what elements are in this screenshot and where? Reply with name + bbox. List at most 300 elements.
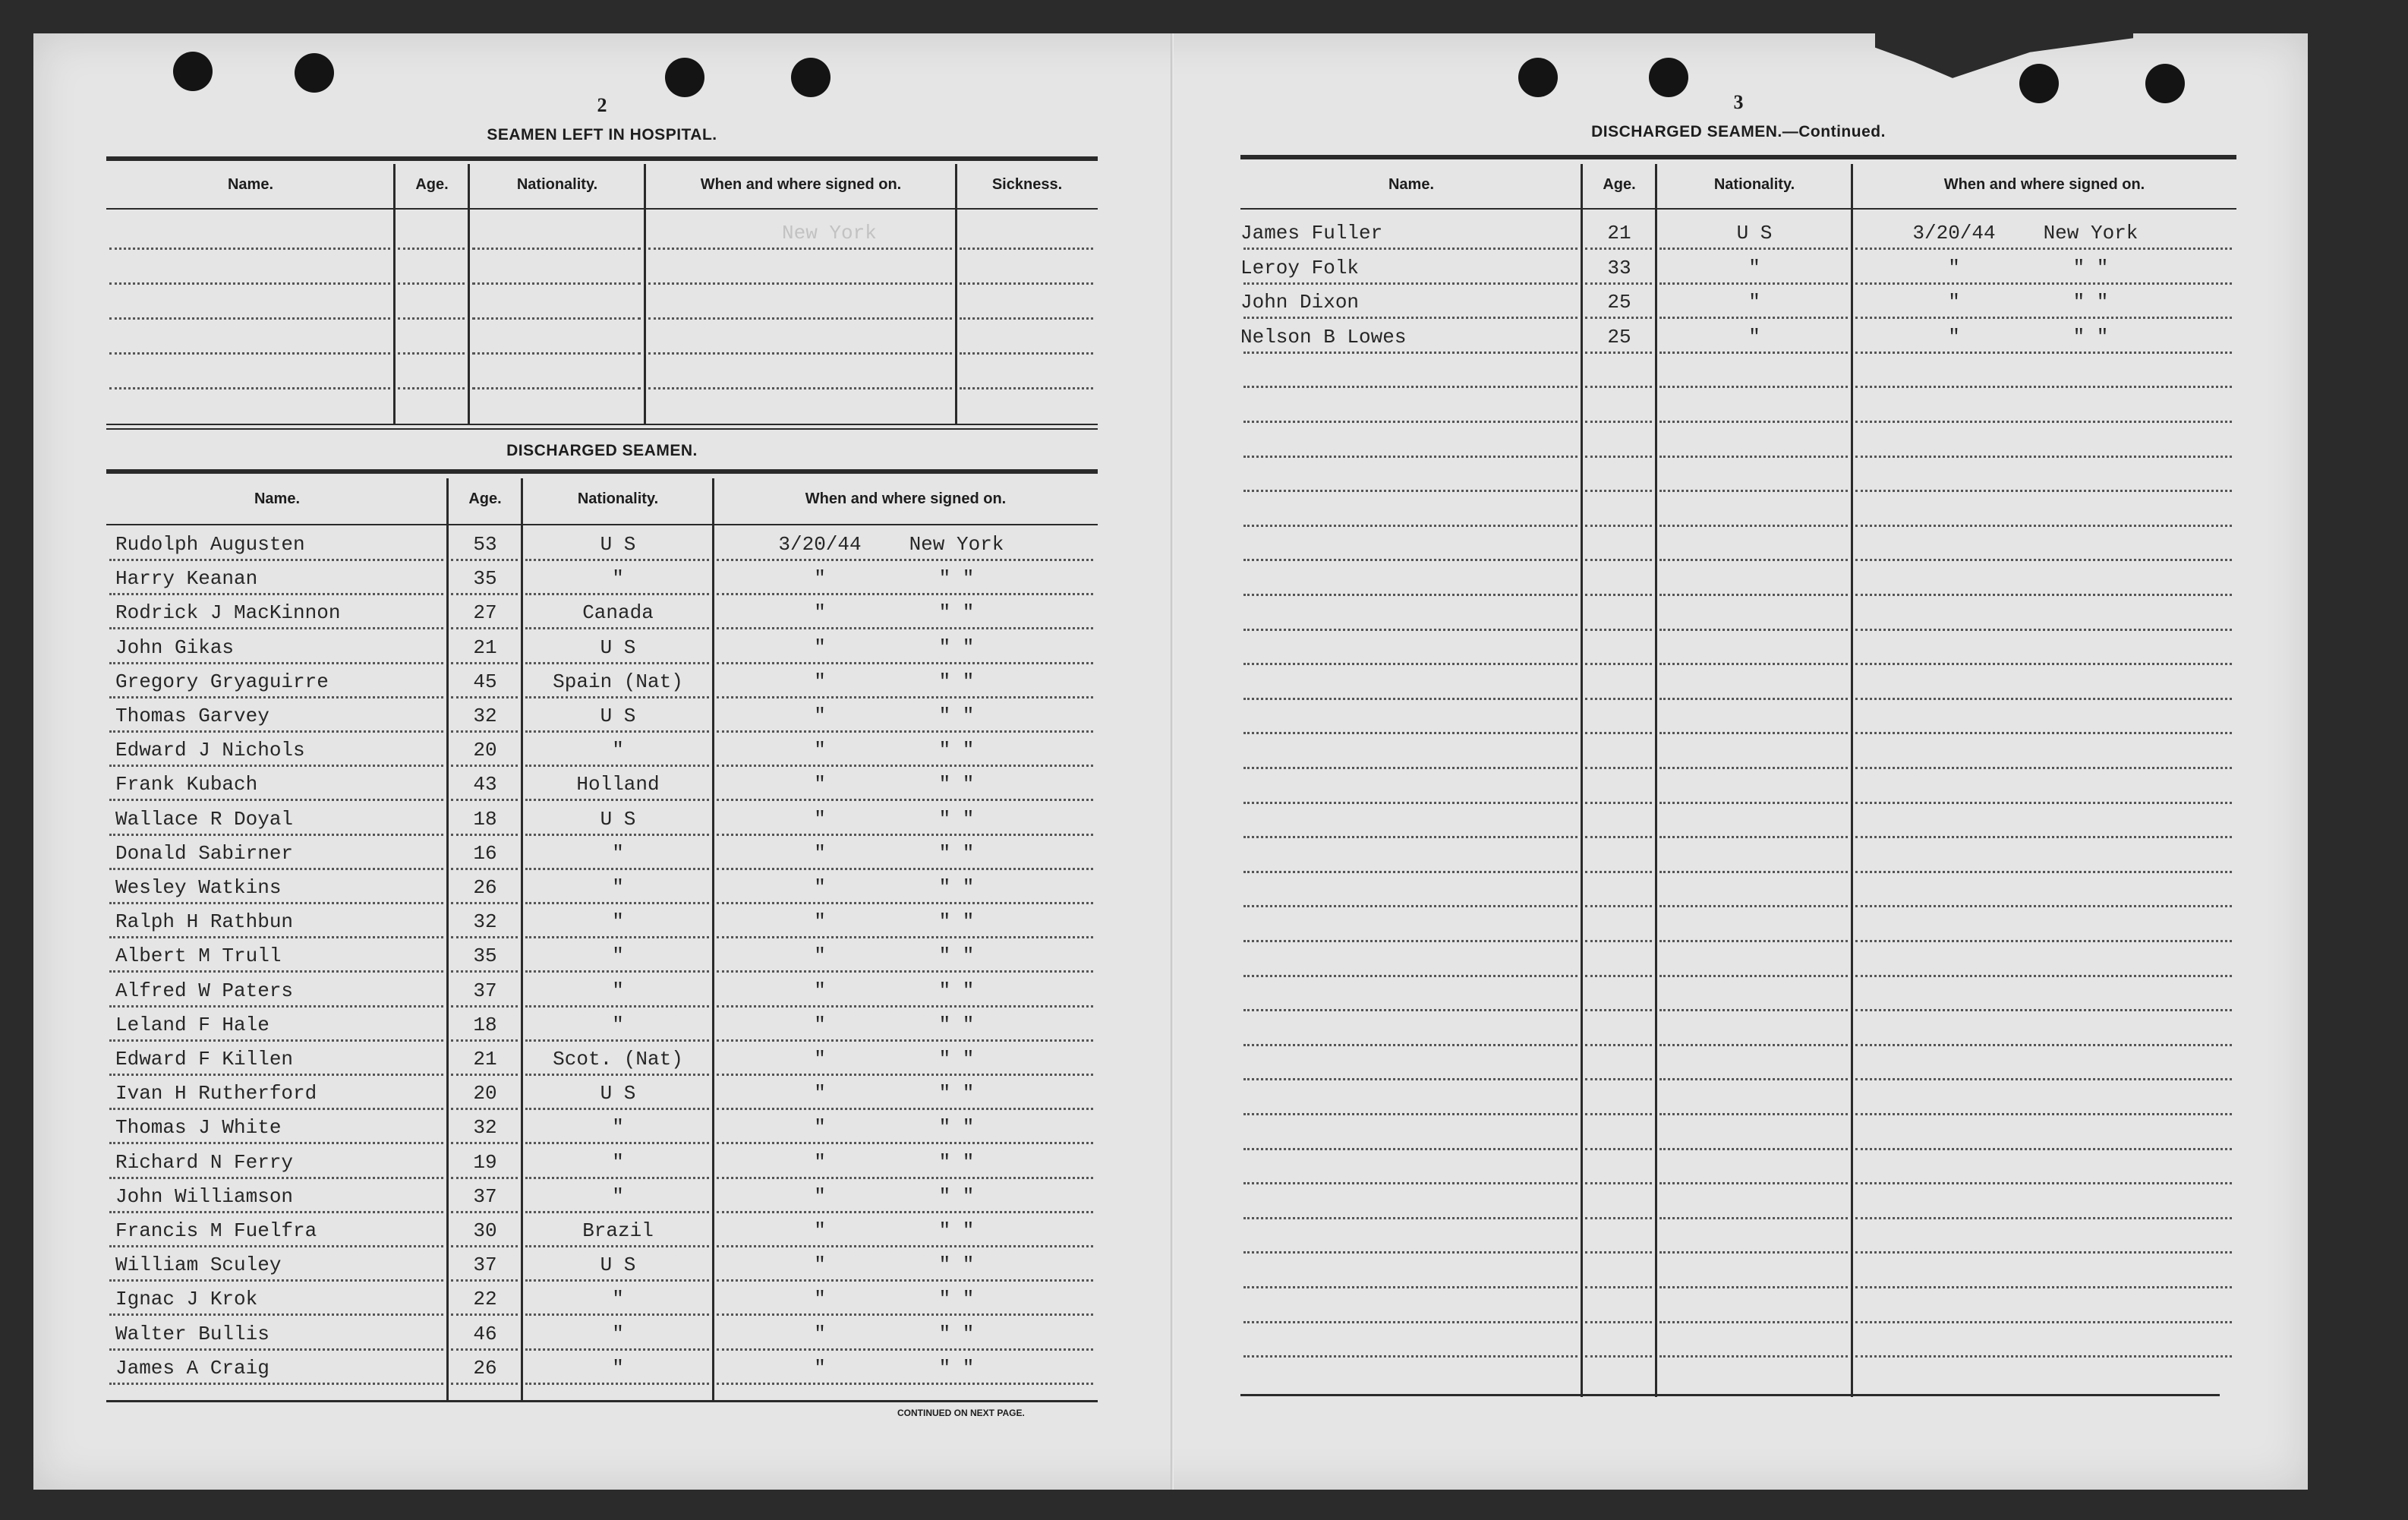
cell-name: Alfred W Paters — [115, 979, 294, 1002]
row-guide-line — [525, 1383, 709, 1385]
row-guide-line — [717, 696, 1093, 699]
cell-name: Nelson B Lowes — [1240, 325, 1407, 348]
row-guide-line — [1243, 1044, 1577, 1046]
row-guide-line — [1855, 317, 2232, 319]
row-guide-line — [1243, 248, 1577, 250]
row-guide-line — [1659, 871, 1848, 873]
row-guide-line — [717, 1039, 1093, 1042]
cell-name: Walter Bullis — [115, 1322, 269, 1345]
cell-nationality: " — [612, 841, 624, 865]
cell-age: 30 — [473, 1219, 497, 1242]
cell-name: James Fuller — [1240, 222, 1383, 244]
row-guide-line — [1243, 594, 1577, 596]
column-header: Nationality. — [1713, 176, 1795, 193]
row-guide-line — [398, 317, 465, 320]
row-guide-line — [1243, 352, 1577, 354]
row-guide-line — [1659, 248, 1848, 250]
table-bottom-rule — [106, 428, 1098, 430]
row-guide-line — [1855, 802, 2232, 804]
cell-age: 19 — [473, 1150, 497, 1174]
column-header: Age. — [468, 490, 502, 507]
row-guide-line — [451, 936, 518, 938]
row-guide-line — [525, 868, 709, 870]
row-guide-line — [717, 765, 1093, 767]
row-guide-line — [717, 1108, 1093, 1110]
row-guide-line — [717, 936, 1093, 938]
cell-place: " " — [938, 739, 975, 762]
cell-age: 43 — [473, 773, 497, 796]
cell-place: " " — [938, 1219, 975, 1242]
row-guide-line — [525, 593, 709, 595]
row-guide-line — [451, 1108, 518, 1110]
row-guide-line — [1659, 1113, 1848, 1115]
row-guide-line — [1659, 698, 1848, 700]
cell-place: " " — [938, 635, 975, 659]
row-guide-line — [717, 1177, 1093, 1179]
row-guide-line — [717, 970, 1093, 973]
cell-name: Edward J Nichols — [115, 739, 305, 762]
row-guide-line — [109, 282, 390, 285]
row-guide-line — [717, 1383, 1093, 1385]
cell-date: " — [814, 635, 826, 659]
row-guide-line — [717, 730, 1093, 733]
cell-date: " — [1948, 256, 1960, 279]
cell-place: New York — [782, 222, 877, 244]
cell-nationality: " — [1748, 256, 1760, 279]
cell-age: 25 — [1607, 325, 1631, 348]
row-guide-line — [1855, 836, 2232, 838]
cell-name: Wallace R Doyal — [115, 807, 294, 831]
row-guide-line — [1585, 1217, 1652, 1219]
cell-nationality: " — [612, 876, 624, 899]
row-guide-line — [451, 1177, 518, 1179]
cell-age: 35 — [473, 567, 497, 591]
row-guide-line — [109, 1005, 443, 1008]
column-header: Name. — [227, 176, 274, 193]
left-page — [106, 91, 1098, 1427]
table-header-rule — [1240, 208, 2236, 210]
row-guide-line — [1243, 421, 1577, 423]
row-guide-line — [451, 868, 518, 870]
cell-place: " " — [2072, 291, 2109, 314]
cell-place: " " — [2072, 256, 2109, 279]
cell-age: 37 — [473, 1184, 497, 1208]
cell-place: " " — [938, 1288, 975, 1311]
row-guide-line — [1243, 282, 1577, 285]
cell-nationality: U S — [600, 1082, 636, 1105]
row-guide-line — [1585, 1321, 1652, 1323]
row-guide-line — [648, 282, 952, 285]
cell-age: 33 — [1607, 256, 1631, 279]
row-guide-line — [1585, 1182, 1652, 1184]
cell-age: 21 — [473, 1048, 497, 1071]
cell-name: Leland F Hale — [115, 1013, 269, 1036]
row-guide-line — [451, 559, 518, 561]
row-guide-line — [1585, 594, 1652, 596]
row-guide-line — [1659, 1321, 1848, 1323]
row-guide-line — [1585, 940, 1652, 942]
row-guide-line — [1585, 490, 1652, 492]
row-guide-line — [1659, 352, 1848, 354]
row-guide-line — [1585, 871, 1652, 873]
cell-place: " " — [938, 567, 975, 591]
table-bottom-rule — [106, 424, 1098, 425]
cell-place: " " — [938, 1116, 975, 1140]
row-guide-line — [1659, 1217, 1848, 1219]
row-guide-line — [1855, 1009, 2232, 1011]
cell-nationality: U S — [600, 807, 636, 831]
cell-date: 3/20/44 — [1912, 222, 1996, 244]
row-guide-line — [1243, 767, 1577, 769]
cell-nationality: " — [612, 567, 624, 591]
cell-nationality: U S — [1736, 222, 1773, 244]
row-guide-line — [109, 799, 443, 801]
row-guide-line — [109, 696, 443, 699]
row-guide-line — [1243, 1182, 1577, 1184]
row-guide-line — [451, 1279, 518, 1282]
row-guide-line — [525, 627, 709, 629]
cell-place: " " — [938, 807, 975, 831]
row-guide-line — [109, 1348, 443, 1351]
row-guide-line — [109, 248, 390, 250]
row-guide-line — [1585, 282, 1652, 285]
cell-date: 3/20/44 — [778, 533, 862, 556]
cell-nationality: Holland — [576, 773, 660, 796]
row-guide-line — [109, 352, 390, 355]
row-guide-line — [1855, 1044, 2232, 1046]
cell-name: Leroy Folk — [1240, 256, 1360, 279]
row-guide-line — [525, 1142, 709, 1144]
page-number: 2 — [597, 94, 607, 116]
cell-place: " " — [938, 910, 975, 934]
cell-date: " — [814, 1219, 826, 1242]
row-guide-line — [1243, 559, 1577, 561]
row-guide-line — [1585, 663, 1652, 665]
column-header: Nationality. — [516, 176, 598, 193]
continued-section-title: DISCHARGED SEAMEN.—Continued. — [1591, 123, 1886, 140]
row-guide-line — [398, 352, 465, 355]
cell-nationality: " — [612, 979, 624, 1002]
column-divider — [644, 164, 646, 425]
cell-nationality: Scot. (Nat) — [553, 1048, 683, 1071]
cell-nationality: " — [612, 1356, 624, 1380]
row-guide-line — [1855, 386, 2232, 388]
row-guide-line — [1855, 490, 2232, 492]
row-guide-line — [451, 1245, 518, 1247]
row-guide-line — [1243, 1217, 1577, 1219]
row-guide-line — [451, 1348, 518, 1351]
row-guide-line — [1855, 663, 2232, 665]
row-guide-line — [109, 834, 443, 836]
cell-place: " " — [938, 1082, 975, 1105]
table-top-rule — [106, 469, 1098, 474]
cell-age: 26 — [473, 1356, 497, 1380]
row-guide-line — [525, 1313, 709, 1316]
row-guide-line — [109, 970, 443, 973]
row-guide-line — [1585, 1251, 1652, 1254]
row-guide-line — [398, 387, 465, 389]
row-guide-line — [451, 627, 518, 629]
row-guide-line — [1243, 490, 1577, 492]
row-guide-line — [1585, 629, 1652, 631]
row-guide-line — [1585, 1355, 1652, 1358]
row-guide-line — [1243, 698, 1577, 700]
row-guide-line — [525, 834, 709, 836]
row-guide-line — [717, 1211, 1093, 1213]
row-guide-line — [1585, 975, 1652, 977]
row-guide-line — [451, 1005, 518, 1008]
row-guide-line — [1659, 663, 1848, 665]
cell-age: 35 — [473, 944, 497, 968]
punch-hole — [173, 52, 213, 91]
cell-place: " " — [938, 601, 975, 625]
row-guide-line — [451, 1313, 518, 1316]
column-header: Nationality. — [577, 490, 659, 507]
row-guide-line — [1855, 871, 2232, 873]
row-guide-line — [1659, 629, 1848, 631]
cell-date: " — [1948, 325, 1960, 348]
right-page — [1240, 91, 2236, 1427]
cell-date: " — [814, 979, 826, 1002]
cell-name: William Sculey — [115, 1254, 282, 1277]
row-guide-line — [960, 317, 1093, 320]
row-guide-line — [1243, 975, 1577, 977]
punch-hole — [295, 53, 334, 93]
cell-date: " — [814, 841, 826, 865]
hospital-section-title: SEAMEN LEFT IN HOSPITAL. — [487, 126, 717, 143]
row-guide-line — [451, 834, 518, 836]
row-guide-line — [1585, 767, 1652, 769]
column-header: When and where signed on. — [805, 490, 1007, 507]
row-guide-line — [451, 1142, 518, 1144]
cell-nationality: " — [612, 1288, 624, 1311]
row-guide-line — [717, 1279, 1093, 1282]
row-guide-line — [1855, 975, 2232, 977]
cell-place: " " — [938, 1254, 975, 1277]
row-guide-line — [1659, 1148, 1848, 1150]
row-guide-line — [472, 248, 641, 250]
cell-place: " " — [2072, 325, 2109, 348]
row-guide-line — [525, 1211, 709, 1213]
row-guide-line — [1659, 421, 1848, 423]
row-guide-line — [525, 902, 709, 904]
cell-age: 16 — [473, 841, 497, 865]
cell-age: 32 — [473, 1116, 497, 1140]
row-guide-line — [960, 387, 1093, 389]
row-guide-line — [1243, 663, 1577, 665]
row-guide-line — [717, 1313, 1093, 1316]
cell-nationality: U S — [600, 635, 636, 659]
row-guide-line — [1659, 1182, 1848, 1184]
row-guide-line — [1585, 248, 1652, 250]
row-guide-line — [1585, 1286, 1652, 1288]
row-guide-line — [648, 387, 952, 389]
row-guide-line — [1659, 386, 1848, 388]
row-guide-line — [525, 936, 709, 938]
row-guide-line — [717, 834, 1093, 836]
cell-date: " — [814, 1288, 826, 1311]
cell-date: " — [814, 670, 826, 693]
cell-nationality: U S — [600, 705, 636, 727]
row-guide-line — [1855, 525, 2232, 527]
row-guide-line — [109, 1108, 443, 1110]
cell-name: John Williamson — [115, 1184, 294, 1208]
row-guide-line — [1585, 525, 1652, 527]
table-top-rule — [1240, 155, 2236, 159]
cell-name: Ignac J Krok — [115, 1288, 258, 1311]
row-guide-line — [1855, 594, 2232, 596]
row-guide-line — [1659, 975, 1848, 977]
cell-age: 20 — [473, 739, 497, 762]
row-guide-line — [109, 1142, 443, 1144]
row-guide-line — [717, 799, 1093, 801]
row-guide-line — [1243, 905, 1577, 907]
row-guide-line — [1659, 525, 1848, 527]
row-guide-line — [109, 902, 443, 904]
row-guide-line — [451, 662, 518, 664]
cell-place: " " — [938, 670, 975, 693]
row-guide-line — [451, 765, 518, 767]
cell-place: " " — [938, 773, 975, 796]
row-guide-line — [1585, 421, 1652, 423]
row-guide-line — [525, 1074, 709, 1076]
row-guide-line — [1243, 1251, 1577, 1254]
row-guide-line — [1659, 456, 1848, 458]
row-guide-line — [1243, 732, 1577, 734]
row-guide-line — [1585, 905, 1652, 907]
row-guide-line — [1585, 1044, 1652, 1046]
cell-date: " — [814, 1150, 826, 1174]
row-guide-line — [1855, 282, 2232, 285]
cell-date: " — [1948, 291, 1960, 314]
row-guide-line — [451, 1039, 518, 1042]
row-guide-line — [1659, 559, 1848, 561]
row-guide-line — [472, 282, 641, 285]
row-guide-line — [1659, 940, 1848, 942]
cell-place: " " — [938, 1356, 975, 1380]
page-fold — [1171, 33, 1174, 1490]
row-guide-line — [109, 317, 390, 320]
cell-age: 26 — [473, 876, 497, 899]
row-guide-line — [109, 1279, 443, 1282]
cell-date: " — [814, 567, 826, 591]
column-header: When and where signed on. — [1943, 176, 2145, 193]
row-guide-line — [1659, 836, 1848, 838]
row-guide-line — [1585, 456, 1652, 458]
row-guide-line — [109, 387, 390, 389]
row-guide-line — [451, 1211, 518, 1213]
cell-date: " — [814, 1322, 826, 1345]
row-guide-line — [1585, 317, 1652, 319]
row-guide-line — [525, 1108, 709, 1110]
row-guide-line — [960, 352, 1093, 355]
row-guide-line — [717, 1245, 1093, 1247]
row-guide-line — [717, 902, 1093, 904]
row-guide-line — [1243, 1355, 1577, 1358]
cell-date: " — [814, 1254, 826, 1277]
table-top-rule — [106, 156, 1098, 161]
row-guide-line — [1855, 352, 2232, 354]
row-guide-line — [451, 799, 518, 801]
row-guide-line — [1855, 248, 2232, 250]
cell-name: Francis M Fuelfra — [115, 1219, 317, 1242]
row-guide-line — [1855, 1078, 2232, 1080]
row-guide-line — [1855, 1321, 2232, 1323]
cell-nationality: " — [612, 944, 624, 968]
cell-place: " " — [938, 705, 975, 727]
cell-name: Wesley Watkins — [115, 876, 282, 899]
row-guide-line — [1243, 386, 1577, 388]
cell-name: Rodrick J MacKinnon — [115, 601, 341, 625]
row-guide-line — [1659, 594, 1848, 596]
row-guide-line — [109, 627, 443, 629]
cell-age: 37 — [473, 979, 497, 1002]
cell-date: " — [814, 807, 826, 831]
cell-date: " — [814, 876, 826, 899]
row-guide-line — [525, 799, 709, 801]
row-guide-line — [109, 936, 443, 938]
row-guide-line — [472, 317, 641, 320]
row-guide-line — [1243, 1113, 1577, 1115]
row-guide-line — [1659, 767, 1848, 769]
row-guide-line — [960, 248, 1093, 250]
row-guide-line — [1585, 1148, 1652, 1150]
cell-place: " " — [938, 1048, 975, 1071]
row-guide-line — [1585, 559, 1652, 561]
row-guide-line — [717, 662, 1093, 664]
row-guide-line — [1243, 317, 1577, 319]
row-guide-line — [451, 970, 518, 973]
cell-date: " — [814, 601, 826, 625]
row-guide-line — [960, 282, 1093, 285]
row-guide-line — [109, 1177, 443, 1179]
row-guide-line — [109, 730, 443, 733]
row-guide-line — [1659, 1009, 1848, 1011]
row-guide-line — [525, 765, 709, 767]
cell-name: Albert M Trull — [115, 944, 282, 968]
cell-nationality: U S — [600, 533, 636, 556]
cell-date: " — [814, 739, 826, 762]
row-guide-line — [472, 387, 641, 389]
row-guide-line — [109, 559, 443, 561]
row-guide-line — [1855, 1148, 2232, 1150]
row-guide-line — [525, 730, 709, 733]
row-guide-line — [1243, 1321, 1577, 1323]
row-guide-line — [1855, 698, 2232, 700]
row-guide-line — [1659, 1286, 1848, 1288]
cell-age: 32 — [473, 910, 497, 934]
row-guide-line — [525, 559, 709, 561]
cell-age: 22 — [473, 1288, 497, 1311]
cell-name: Harry Keanan — [115, 567, 258, 591]
row-guide-line — [1243, 525, 1577, 527]
cell-name: Thomas J White — [115, 1116, 282, 1140]
row-guide-line — [1585, 1078, 1652, 1080]
row-guide-line — [1659, 732, 1848, 734]
table-bottom-rule — [106, 1400, 1098, 1402]
column-divider — [1581, 164, 1583, 1397]
row-guide-line — [525, 970, 709, 973]
row-guide-line — [109, 593, 443, 595]
cell-age: 45 — [473, 670, 497, 693]
row-guide-line — [525, 662, 709, 664]
cell-nationality: Canada — [582, 601, 654, 625]
row-guide-line — [525, 1348, 709, 1351]
column-header: Age. — [415, 176, 449, 193]
row-guide-line — [109, 1313, 443, 1316]
row-guide-line — [1243, 802, 1577, 804]
continued-note: CONTINUED ON NEXT PAGE. — [897, 1408, 1025, 1418]
